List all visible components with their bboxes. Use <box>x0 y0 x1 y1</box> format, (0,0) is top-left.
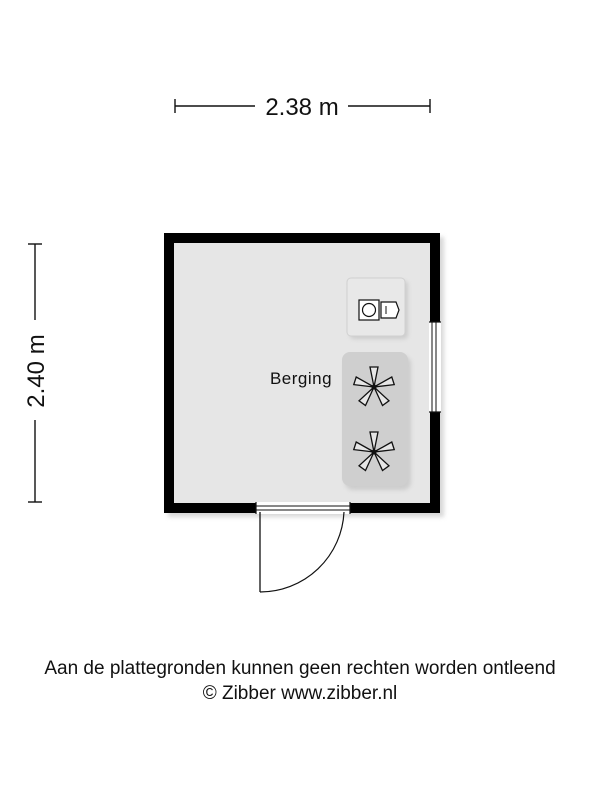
window <box>429 322 441 412</box>
door-swing-arc <box>260 512 344 592</box>
width-dimension-label: 2.38 m <box>265 94 339 121</box>
dryer-icon <box>347 278 408 339</box>
copyright-text: © Zibber www.zibber.nl <box>202 683 398 704</box>
disclaimer-text: Aan de plattegronden kunnen geen rechten worden ontleend <box>44 658 556 679</box>
height-dimension-label: 2.40 m <box>23 334 50 408</box>
height-dimension <box>23 244 50 502</box>
room-label: Berging <box>269 369 333 388</box>
width-dimension <box>175 94 430 121</box>
